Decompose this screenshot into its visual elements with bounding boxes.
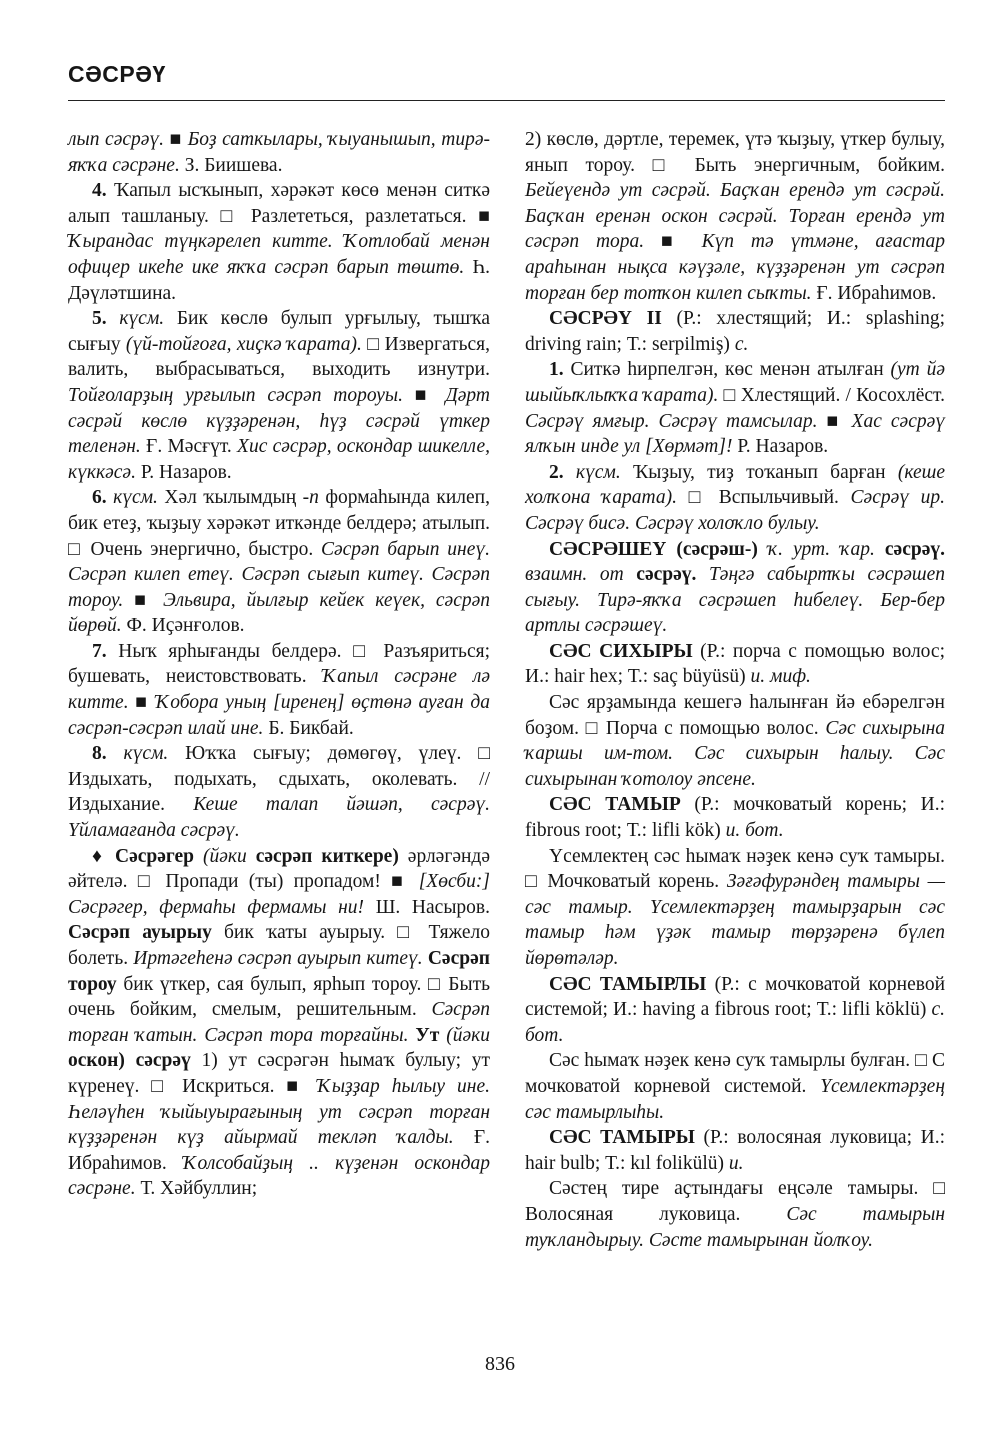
running-head: СӘСРӘҮ (68, 61, 166, 87)
body-text: Б. Бикбай. (263, 717, 354, 739)
bold-text: 6. (92, 487, 107, 509)
italic-text: Сәсрәп барып инеү. Сәсрәп килеп етеү. Сәсрәп сығып китеү. Сәсрәп тороу. (68, 538, 490, 611)
bold-text: Сәсрәп тороу (68, 948, 490, 995)
body-text: Сәстең тире аҫтындағы еңсәле тамыры. □ Волосяная луковица. (525, 1178, 945, 1225)
italic-text: Ҡобора уның [иренең] өҫтөнә ауған да сәсрәп-сәсрәп илай ине. (68, 692, 491, 739)
right-column (525, 127, 945, 1253)
entry-paragraph (68, 741, 490, 843)
bold-text: 7. (92, 640, 107, 662)
italic-text: (кеше холҡона ҡарата). (525, 461, 945, 509)
entry-paragraph (525, 639, 945, 690)
body-text: (Р.: порча с помощью волос; И.: hair hex; Т.: saç büyüsü) (525, 640, 945, 688)
body-text: ■ (164, 129, 188, 150)
body-text: Үсемлектең сәс һымаҡ нәҙек кенә суҡ тамыры. □ Мочковатый корень. (525, 845, 945, 893)
italic-text: күсм. (563, 461, 621, 483)
page-number: 836 (485, 1353, 515, 1375)
italic-text: Сәсрәү ир. Сәсрәү бисә. Сәсрәү холоҡло булыу. (525, 487, 945, 534)
bold-text: СӘС ТАМЫР (549, 794, 681, 816)
entry-paragraph (525, 844, 945, 972)
continued-entry-paragraph (525, 127, 945, 306)
bold-text: СӘСРӘҮ II (549, 308, 662, 330)
italic-text: Бейеүендә ут сәсрәй. Баҫҡан ерендә ут сәсрәй. Баҫҡан еренән оскон сәсрәй. Торған ерендә ут сәсрәп тора. (525, 180, 945, 253)
body-text: Ғ. Мәсғүт. (140, 436, 238, 458)
italic-text: күсм. (106, 487, 158, 509)
body-text: Ҡапыл ысҡынып, хәрәкәт көсө менән ситкә алып ташланыу. □ Разлететься, разлетаться. ■ (68, 180, 490, 227)
entry-paragraph (525, 537, 945, 639)
bold-text: 8. (92, 743, 107, 765)
body-text: бик үткер, сая булып, ярһып тороу. □ Быть очень бойким, смелым, решительным. (68, 973, 490, 1021)
bold-text: сәсрәү. (874, 538, 945, 560)
italic-text: лып сәсрәү. (68, 129, 165, 150)
body-text: Р. Назаров. (135, 461, 232, 483)
body-text: Ф. Иҫәнғолов. (121, 615, 245, 637)
italic-text: -п (302, 487, 319, 509)
body-text: Сәс һымаҡ нәҙек кенә суҡ тамырлы булған. □ С мочковатой корневой системой. (525, 1050, 945, 1097)
body-text: 2) көслө, дәртле, теремек, үтә ҡыҙыу, үткер булыу, янып тороу. □ Быть энергичным, бойким. (525, 129, 945, 176)
italic-text: и. (728, 1152, 744, 1174)
body-text: бик ҡаты ауырыу. □ Тяжело болеть. (68, 922, 490, 969)
entry-paragraph (68, 306, 490, 485)
entry-paragraph (525, 306, 945, 357)
continued-entry-paragraph (68, 127, 490, 178)
body-text: Ғ. Ибраһимов. (68, 1127, 491, 1174)
entry-paragraph (525, 690, 945, 792)
italic-text: Зәғәфурәндең тамыры — сәс тамыр. Үсемлектәрҙең тамырҙарын сәс тамыр һәм үҙәк тамыр төрҙәренә бүлеп йөрөтәләр. (525, 871, 946, 969)
body-text: □ Извергаться, валить, выбрасываться, выходить изнутри. (68, 333, 491, 381)
bold-text: Ут (408, 1024, 440, 1046)
bold-text: оскон) сәсрәү (68, 1050, 191, 1072)
body-text: □ Хлестящий. / Косохлёст. (718, 384, 945, 406)
bold-text: 5. (92, 308, 107, 330)
italic-text: (йәки (194, 845, 247, 867)
italic-text: Сәс сихырына ҡаршы им-том. Сәс сихырын һалыу. Сәс сихырынан ҡотолоу әпсене. (525, 717, 945, 790)
italic-text: (ут йә шыйыҡлыҡҡа ҡарата). (525, 359, 945, 406)
entry-paragraph (68, 844, 490, 1202)
italic-text: Сәс тамырын туҡландырыу. Сәсте тамырынан йолҡоу. (525, 1203, 945, 1251)
body-text: Юҡҡа сығыу; дөмөгөү, үлеү. □ Издыхать, подыхать, сдыхать, околевать. // Издыхание. (68, 743, 490, 816)
bold-text: Сәсрәгер (115, 845, 195, 867)
entry-paragraph (525, 1176, 945, 1253)
entry-paragraph (525, 1125, 945, 1176)
body-text: (Р.: мочковатый корень; И.: fibrous root; Т.: lifli kök) (525, 794, 945, 842)
italic-text: (йәки (439, 1024, 490, 1046)
bold-text: СӘС ТАМЫРЫ (549, 1127, 695, 1149)
bold-text: СӘСРӘШЕҮ (сәсрәш-) (549, 538, 758, 560)
italic-text: Хис сәсрәр, оскондар шикелле, күккәсә. (68, 436, 490, 483)
bold-text: сәсрәп киткере) (246, 845, 399, 867)
body-text: ■ (123, 589, 163, 611)
italic-text: күсм. (106, 743, 169, 765)
italic-text: Үсемлектәрҙең сәс тамырлыһы. (525, 1075, 945, 1123)
entry-paragraph (525, 460, 945, 537)
italic-text: с. бот. (525, 999, 945, 1046)
italic-text: с. (734, 333, 749, 355)
entry-paragraph (68, 485, 490, 639)
body-text: Ш. Насыров. (364, 896, 490, 918)
italic-text: Кеше талап йәшәп, сәсрәү. Үйламағанда сәсрәү. (68, 794, 490, 842)
entry-paragraph (525, 1048, 945, 1125)
italic-text: күсм. (106, 308, 165, 330)
body-text: (Р.: с мочковатой корневой системой; И.: having a fibrous root; Т.: lifli köklü) (525, 973, 945, 1021)
entry-paragraph (68, 178, 490, 306)
body-text: (Р.: волосяная луковица; И.: hair bulb; Т.: kıl folikülü) (525, 1127, 945, 1174)
bold-text: 4. (92, 180, 107, 202)
italic-text: ҡ. урт. ҡар. (757, 538, 875, 560)
body-text: әрләгәндә әйтелә. □ Пропади (ты) пропадом! ■ (68, 845, 490, 893)
italic-text: Иртәгеһенә сәсрәп ауырып китеү. (133, 948, 423, 969)
body-text: Һ. Дәүләтшина. (68, 256, 490, 304)
italic-text: Дәрт сәсрәй көслө күҙҙәренән, һүҙ сәсрәй үткер теленән. (68, 384, 490, 458)
body-text: ■ (402, 384, 446, 406)
bold-text: 2. (549, 461, 564, 483)
italic-text: Тойғоларҙың урғылып сәсрәп тороуы. (68, 384, 403, 406)
body-text: Хәл ҡылымдың (157, 487, 303, 509)
body-text: З. Биишева. (179, 154, 283, 176)
entry-paragraph (68, 639, 490, 741)
left-column (68, 127, 490, 1202)
italic-text: Хас сәсрәү ялҡын инде ул [Хөрмәт]! (525, 410, 946, 458)
italic-text: Ҡыҙҙар һылыу ине. Һеләүһен ҡыйыуырағының ут сәсрәп торған күҙҙәренән күҙ айырмай текләп ҡалды. (68, 1075, 491, 1149)
italic-text: Ҡырандас түңкәрелеп китте. Ҡотлобай менән офицер икеһе ике яҡҡа сәсрәп барып төштө. (68, 231, 490, 278)
bold-text: СӘС ТАМЫРЛЫ (549, 973, 707, 995)
italic-text: взаимн. от (525, 564, 624, 586)
italic-text: Күп тә үтмәне, ағастар араһынан нықса кәүҙәле, күҙҙәренән ут сәсрәп торған бер тотҡон килеп сыҡты. (525, 231, 946, 304)
body-text: □ Вспыльчивый. (676, 487, 851, 509)
body-text: Ғ. Ибраһимов. (811, 282, 937, 304)
italic-text: Сәсрәү ямғыр. Сәсрәү тамсылар. (525, 410, 818, 432)
italic-text: Тәңгә сабыртҡы сәсрәшеп сығыу. Тирә-яҡҡа сәсрәшеп һибелеү. Бер-бер артлы сәсрәшеү. (525, 564, 945, 637)
italic-text: и. бот. (725, 820, 784, 842)
italic-text: [Хөсби:] Сәсрәгер, фермаһы фермамы ни! (68, 871, 490, 918)
bold-text: 1. (549, 359, 564, 381)
entry-paragraph (525, 357, 945, 459)
body-text: Р. Назаров. (732, 436, 829, 458)
body-text: ■ (817, 410, 852, 432)
italic-text: Ҡапыл сәсрәне лә китте. (68, 666, 491, 714)
entry-paragraph (525, 972, 945, 1049)
entry-paragraph (525, 792, 945, 843)
body-text: Бик көслө булып урғылыу, тышҡа сығыу (68, 308, 490, 355)
header-rule-divider (68, 100, 945, 101)
body-text: формаһында килеп, бик етеҙ, ҡыҙыу хәрәкәт иткәнде белдерә; атылып. □ Очень энергично, быстро. (68, 487, 490, 560)
body-text: Ситкә һирпелгән, көс менән атылған (563, 359, 891, 381)
bold-text: Сәсрәп ауырыу (68, 922, 212, 944)
italic-text: Сәсрәп торған ҡатын. Сәсрәп тора торғайны. (68, 999, 490, 1046)
body-text: Ҡыҙыу, тиҙ тоҡанып барған (620, 461, 898, 483)
body-text: (Р.: хлестящий; И.: splashing; driving rain; Т.: serpilmiş) (525, 308, 945, 355)
italic-text: (үй-тойғоға, хиҫкә ҡарата). (125, 333, 362, 355)
body-text: Т. Хәйбуллин; (135, 1178, 258, 1200)
body-text: Ныҡ ярһығанды белдерә. □ Разъяриться; бушевать, неистовствовать. (68, 640, 490, 688)
body-text: ■ (644, 231, 702, 253)
body-text: ■ (128, 692, 156, 714)
italic-text: Ҡолсобайҙың .. күҙенән оскондар сәсрәне. (68, 1152, 490, 1200)
body-text: 1) ут сәсрәгән һымаҡ булыу; ут күренеү. □ Искриться. ■ (68, 1050, 491, 1097)
body-text: ♦ (92, 845, 116, 867)
italic-text: и. миф. (750, 666, 811, 688)
bold-text: сәсрәү. (623, 564, 697, 586)
body-text: Сәс ярҙамында кешегә һалынған йә ебәрелгән боҙом. □ Порча с помощью волос. (525, 692, 945, 739)
italic-text: Эльвира, йылғыр кейек кеүек, сәсрәп йөрөй. (68, 589, 490, 637)
bold-text: СӘС СИХЫРЫ (549, 640, 693, 662)
italic-text: Боҙ саткылары, ҡыуанышып, тирә-яҡҡа сәсрәне. (68, 129, 490, 176)
